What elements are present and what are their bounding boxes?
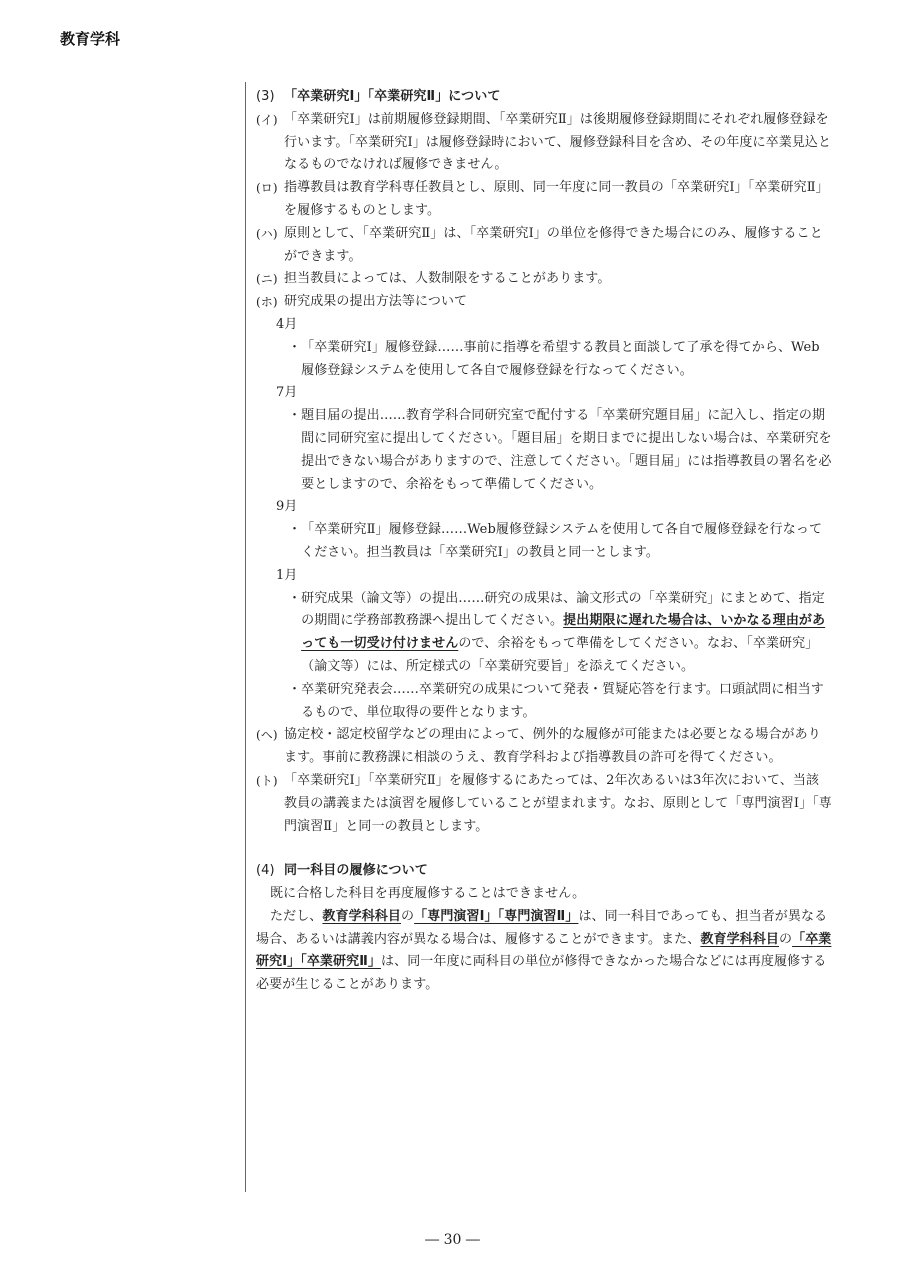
bullet-text: 「卒業研究Ⅰ」履修登録……事前に指導を希望する教員と面談して了承を得てから、Web履修登録システムを使用して各自で履修登録を行なってください。: [301, 339, 820, 378]
item-marker: (ホ): [256, 295, 278, 310]
text-run: は、同一科目であっても、担当者が異なる場合、あるいは講義内容が異なる場合は、履修することができます。また、: [256, 908, 828, 947]
item-text: 原則として、「卒業研究Ⅱ」は、「卒業研究Ⅰ」の単位を修得できた場合にのみ、履修することができます。: [284, 225, 823, 264]
emphasis: 「専門演習Ⅰ」「専門演習Ⅱ」: [414, 908, 579, 924]
item-text: 担当教員によっては、人数制限をすることがあります。: [284, 271, 611, 287]
bullet-dot: ・: [288, 522, 302, 538]
section-4-heading: [256, 860, 832, 883]
text-run: ので、余裕をもって準備をしてください。なお、「卒業研究」（論文等）には、所定様式の「卒業研究要旨」を添えてください。: [301, 636, 819, 674]
item-text: 協定校・認定校留学などの理由によって、例外的な履修が可能または必要となる場合があります。事前に教務課に相談のうえ、教育学科および指導教員の許可を得てください。: [284, 727, 821, 766]
bullet-item: [288, 405, 832, 496]
section-3-heading: [256, 86, 832, 109]
emphasis: 教育学科科目: [700, 931, 779, 947]
bullet-text: [301, 588, 832, 679]
department-title: 教育学科: [60, 30, 121, 48]
paragraph: [256, 906, 832, 997]
item-text: 研究成果の提出方法等について: [284, 294, 468, 310]
bullet-item: [288, 337, 832, 383]
item-marker: (ニ): [256, 272, 278, 287]
bullet-text: 卒業研究発表会……卒業研究の成果について発表・質疑応答を行ます。口頭試問に相当するもので、単位取得の要件となります。: [301, 681, 824, 720]
section-spacer: [256, 838, 832, 860]
item-text: 「卒業研究Ⅰ」「卒業研究Ⅱ」を履修するにあたっては、2年次あるいは3年次において、当該教員の講義または演習を履修していることが望まれます。なお、原則として「専門演習Ⅰ」「専門演習Ⅱ」と同一の教員とします。: [284, 772, 832, 834]
list-item: [256, 770, 832, 838]
section-title: 同一科目の履修について: [284, 863, 428, 879]
text-run: の: [401, 908, 415, 924]
bullet-dot: ・: [288, 339, 302, 355]
bullet-dot: ・: [288, 408, 302, 424]
paragraph: 既に合格した科目を再度履修することはできません。: [270, 886, 586, 902]
main-content: [256, 86, 832, 997]
list-item: [256, 291, 832, 314]
page-number: ― 30 ―: [425, 1232, 480, 1248]
month-label-september: 9月: [276, 499, 298, 515]
item-marker: (ヘ): [256, 728, 278, 743]
item-text: 「卒業研究Ⅰ」は前期履修登録期間、「卒業研究Ⅱ」は後期履修登録期間にそれぞれ履修登録を行います。「卒業研究Ⅰ」は履修登録時において、履修登録科目を含め、その年度に卒業見込となるものでなければ履修できません。: [284, 111, 832, 173]
deadline-warning: 提出期限に遅れた場合は、いかなる理由があっても一切受け付けません: [301, 613, 826, 652]
list-item: [256, 223, 832, 269]
bullet-text: 題目届の提出……教育学科合同研究室で配付する「卒業研究題目届」に記入し、指定の期間に同研究室に提出してください。「題目届」を期日までに提出しない場合は、卒業研究を提出できない場合がありますので、注意してください。「題目届」には指導教員の署名を必要としますので、余裕をもって準備してください。: [301, 408, 832, 492]
text-run: 研究成果（論文等）の提出……研究の成果は、論文形式の「卒業研究」にまとめて、指定の期間に学務部教務課へ提出してください。: [301, 590, 825, 629]
list-item: [256, 177, 832, 223]
list-item: [256, 109, 832, 177]
item-marker: (ハ): [256, 226, 278, 241]
item-marker: (ロ): [256, 181, 278, 196]
section-number: (4): [256, 863, 275, 879]
section-title: 「卒業研究Ⅰ」「卒業研究Ⅱ」について: [284, 89, 501, 104]
text-run: ただし、: [270, 908, 323, 924]
bullet-dot: ・: [288, 681, 302, 697]
bullet-item: [288, 519, 832, 565]
section-number: (3): [256, 89, 275, 104]
bullet-item: [288, 588, 832, 679]
item-marker: (ト): [256, 773, 278, 788]
margin-rule: [245, 82, 246, 1192]
emphasis: 「卒業研究Ⅰ」「卒業研究Ⅱ」: [256, 931, 832, 970]
month-label-april: 4月: [276, 316, 298, 332]
bullet-text: 「卒業研究Ⅱ」履修登録……Web履修登録システムを使用して各自で履修登録を行なってください。担当教員は「卒業研究Ⅰ」の教員と同一とします。: [301, 522, 823, 560]
month-label-july: 7月: [276, 385, 298, 401]
month-label-january: 1月: [276, 567, 298, 583]
item-marker: (イ): [256, 112, 278, 127]
emphasis: 教育学科科目: [322, 908, 402, 924]
bullet-dot: ・: [288, 590, 302, 606]
text-run: の: [778, 931, 793, 947]
list-item: [256, 724, 832, 770]
text-run: は、同一年度に両科目の単位が修得できなかった場合などには再度履修する必要が生じることがあります。: [256, 954, 827, 993]
item-text: 指導教員は教育学科専任教員とし、原則、同一年度に同一教員の「卒業研究Ⅰ」「卒業研究Ⅱ」を履修するものとします。: [284, 180, 829, 218]
bullet-item: [288, 679, 832, 725]
list-item: [256, 268, 832, 291]
